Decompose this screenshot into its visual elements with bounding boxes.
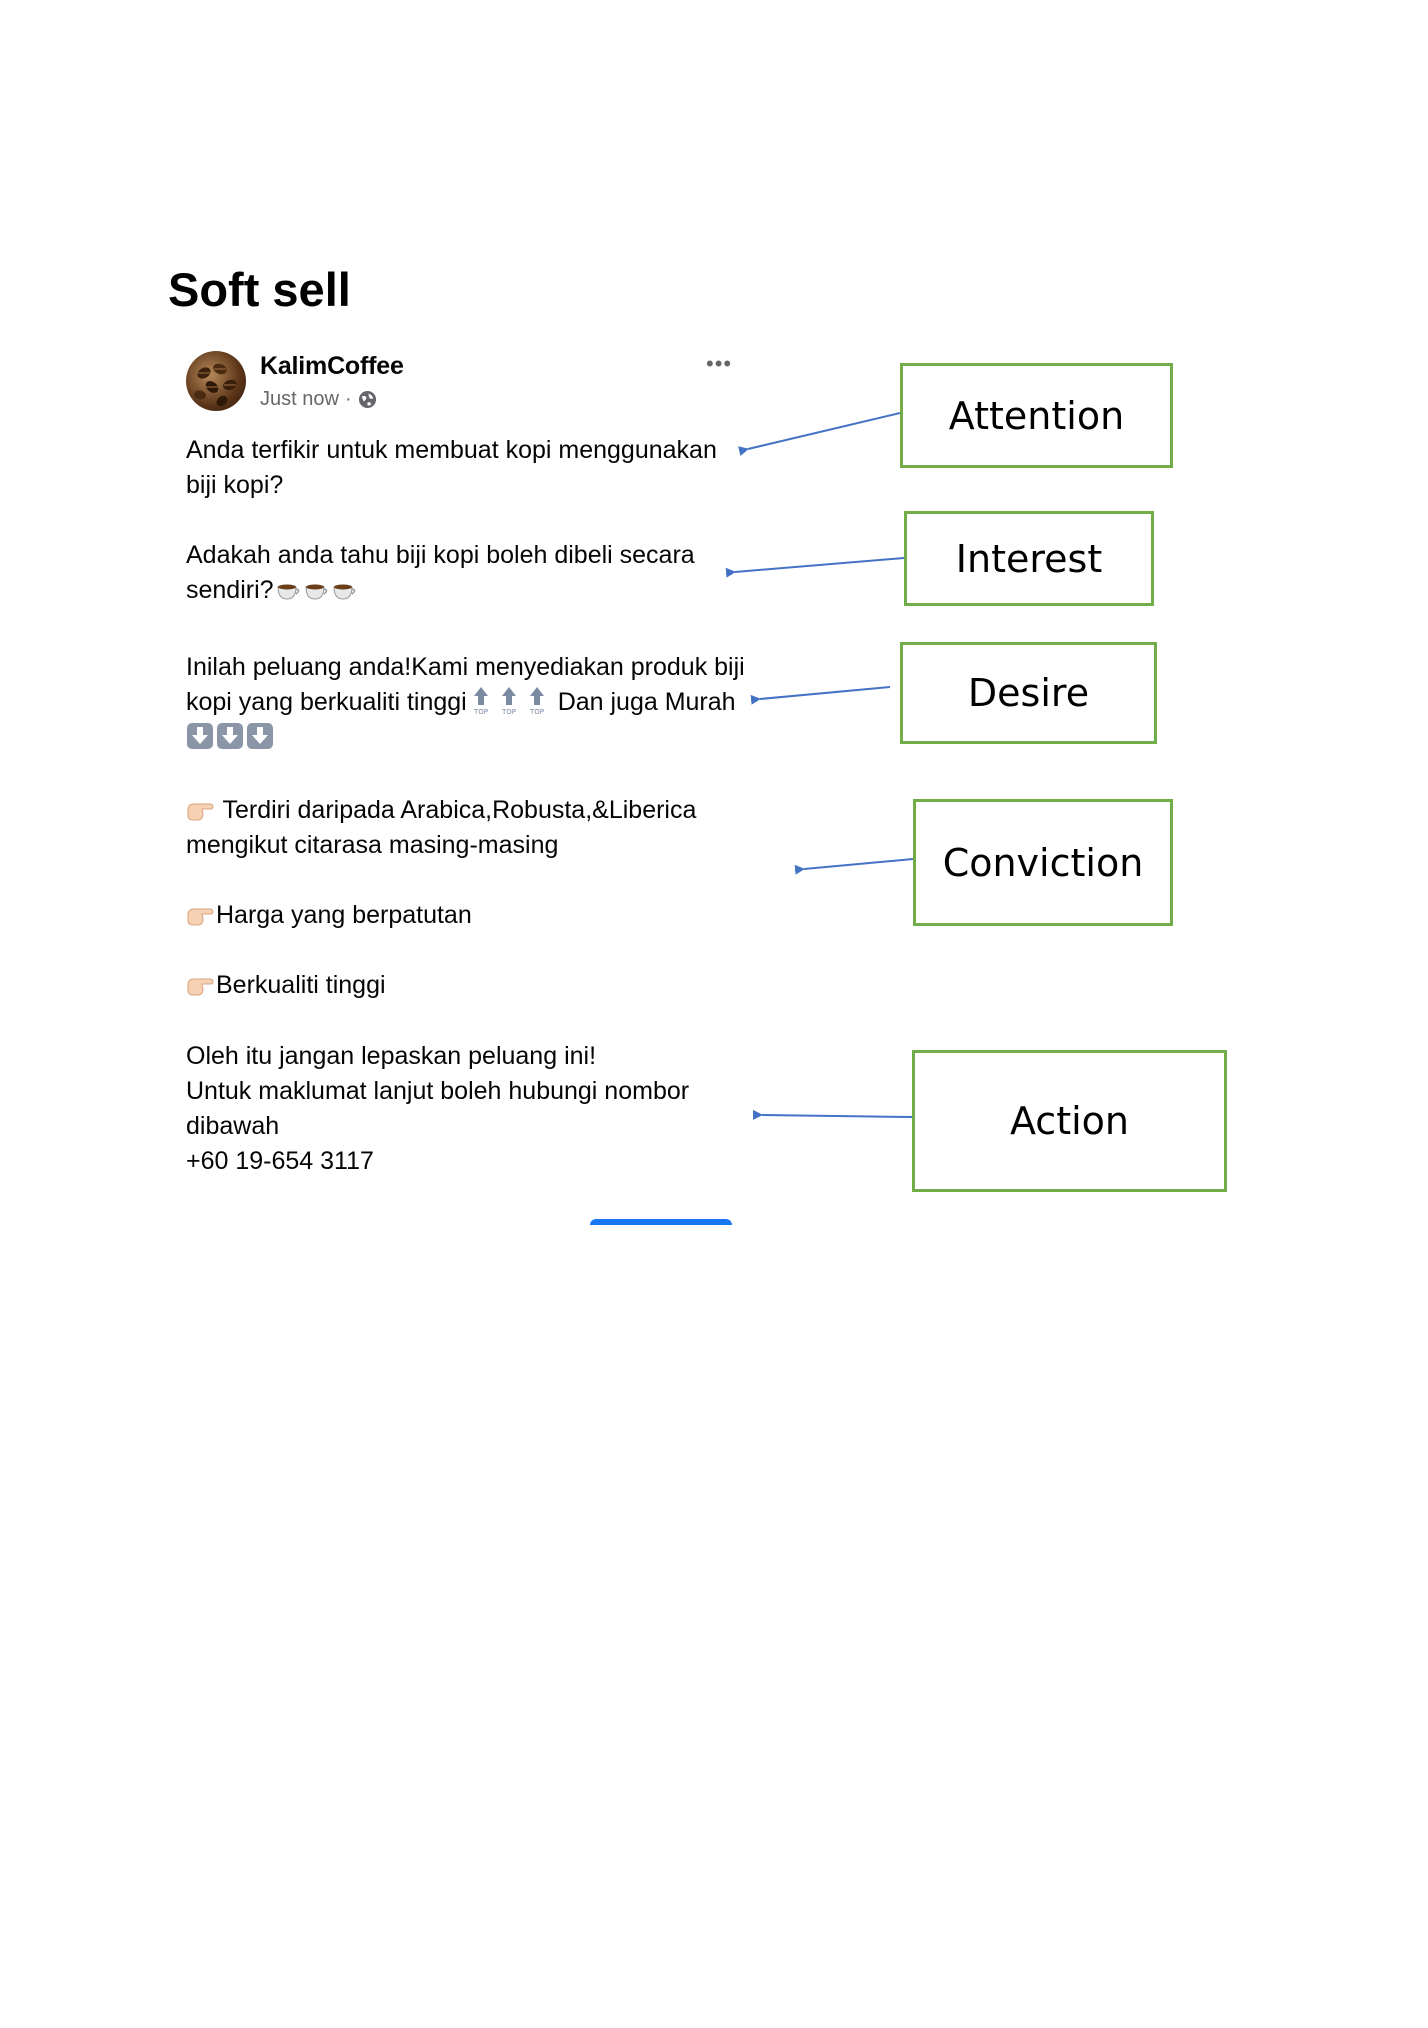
top-arrow-icon <box>527 686 547 716</box>
facebook-post <box>186 345 745 1225</box>
post-paragraph-4-text: Terdiri daripada Arabica,Robusta,&Liberica mengikut citarasa masing-masing <box>186 796 697 859</box>
arrow-attention <box>748 413 900 449</box>
post-paragraph-6 <box>186 968 746 1003</box>
pointing-hand-icon <box>186 973 214 997</box>
down-arrow-icon <box>186 722 214 750</box>
coffee-beans-icon <box>186 351 246 411</box>
label-conviction: Conviction <box>913 799 1173 926</box>
top-arrow-icon <box>471 686 491 716</box>
arrow-interest <box>735 558 904 572</box>
globe-icon[interactable] <box>358 390 377 409</box>
pointing-hand-icon <box>186 798 214 822</box>
svg-text:TOP: TOP <box>529 708 544 716</box>
phone-number[interactable]: +60 19-654 3117 <box>186 1147 374 1175</box>
post-paragraph-7-line-2: Untuk maklumat lanjut boleh hubungi nombor dibawah <box>186 1077 690 1140</box>
svg-text:TOP: TOP <box>501 708 516 716</box>
label-action: Action <box>912 1050 1227 1192</box>
down-arrow-icon <box>246 722 274 750</box>
post-paragraph-3-text-b: Dan juga Murah <box>557 688 736 716</box>
coffee-cup-icon <box>332 581 358 601</box>
document-title: Soft sell <box>168 263 351 316</box>
down-arrow-icon <box>216 722 244 750</box>
label-interest: Interest <box>904 511 1154 606</box>
post-paragraph-6-text: Berkualiti tinggi <box>216 971 386 999</box>
post-paragraph-5 <box>186 898 746 933</box>
arrow-conviction <box>804 859 913 869</box>
pointing-hand-icon <box>186 903 214 927</box>
cta-button-edge[interactable] <box>590 1219 732 1225</box>
label-desire: Desire <box>900 642 1157 744</box>
post-paragraph-2 <box>186 538 746 608</box>
post-timestamp[interactable]: Just now <box>260 388 339 410</box>
post-paragraph-5-text: Harga yang berpatutan <box>216 901 472 929</box>
post-meta <box>260 388 377 411</box>
post-paragraph-3-text-a: Inilah peluang anda!Kami menyediakan produk biji kopi yang berkualiti tinggi <box>186 653 745 716</box>
label-attention: Attention <box>900 363 1173 468</box>
post-paragraph-3 <box>186 650 746 755</box>
arrow-desire <box>760 687 890 699</box>
page-name[interactable]: KalimCoffee <box>260 352 404 380</box>
more-options-icon[interactable]: ••• <box>706 351 733 376</box>
post-paragraph-7-line-1: Oleh itu jangan lepaskan peluang ini! <box>186 1042 597 1070</box>
meta-separator: · <box>344 388 352 410</box>
post-paragraph-4 <box>186 793 746 863</box>
post-paragraph-1: Anda terfikir untuk membuat kopi menggunakan biji kopi? <box>186 436 717 499</box>
top-arrow-icon <box>499 686 519 716</box>
post-paragraph-7 <box>186 1039 746 1179</box>
coffee-cup-icon <box>304 581 330 601</box>
post-paragraph-2-text: Adakah anda tahu biji kopi boleh dibeli secara sendiri? <box>186 541 695 604</box>
coffee-cup-icon <box>276 581 302 601</box>
arrow-action <box>762 1115 912 1117</box>
svg-text:TOP: TOP <box>473 708 488 716</box>
avatar[interactable] <box>186 351 246 411</box>
